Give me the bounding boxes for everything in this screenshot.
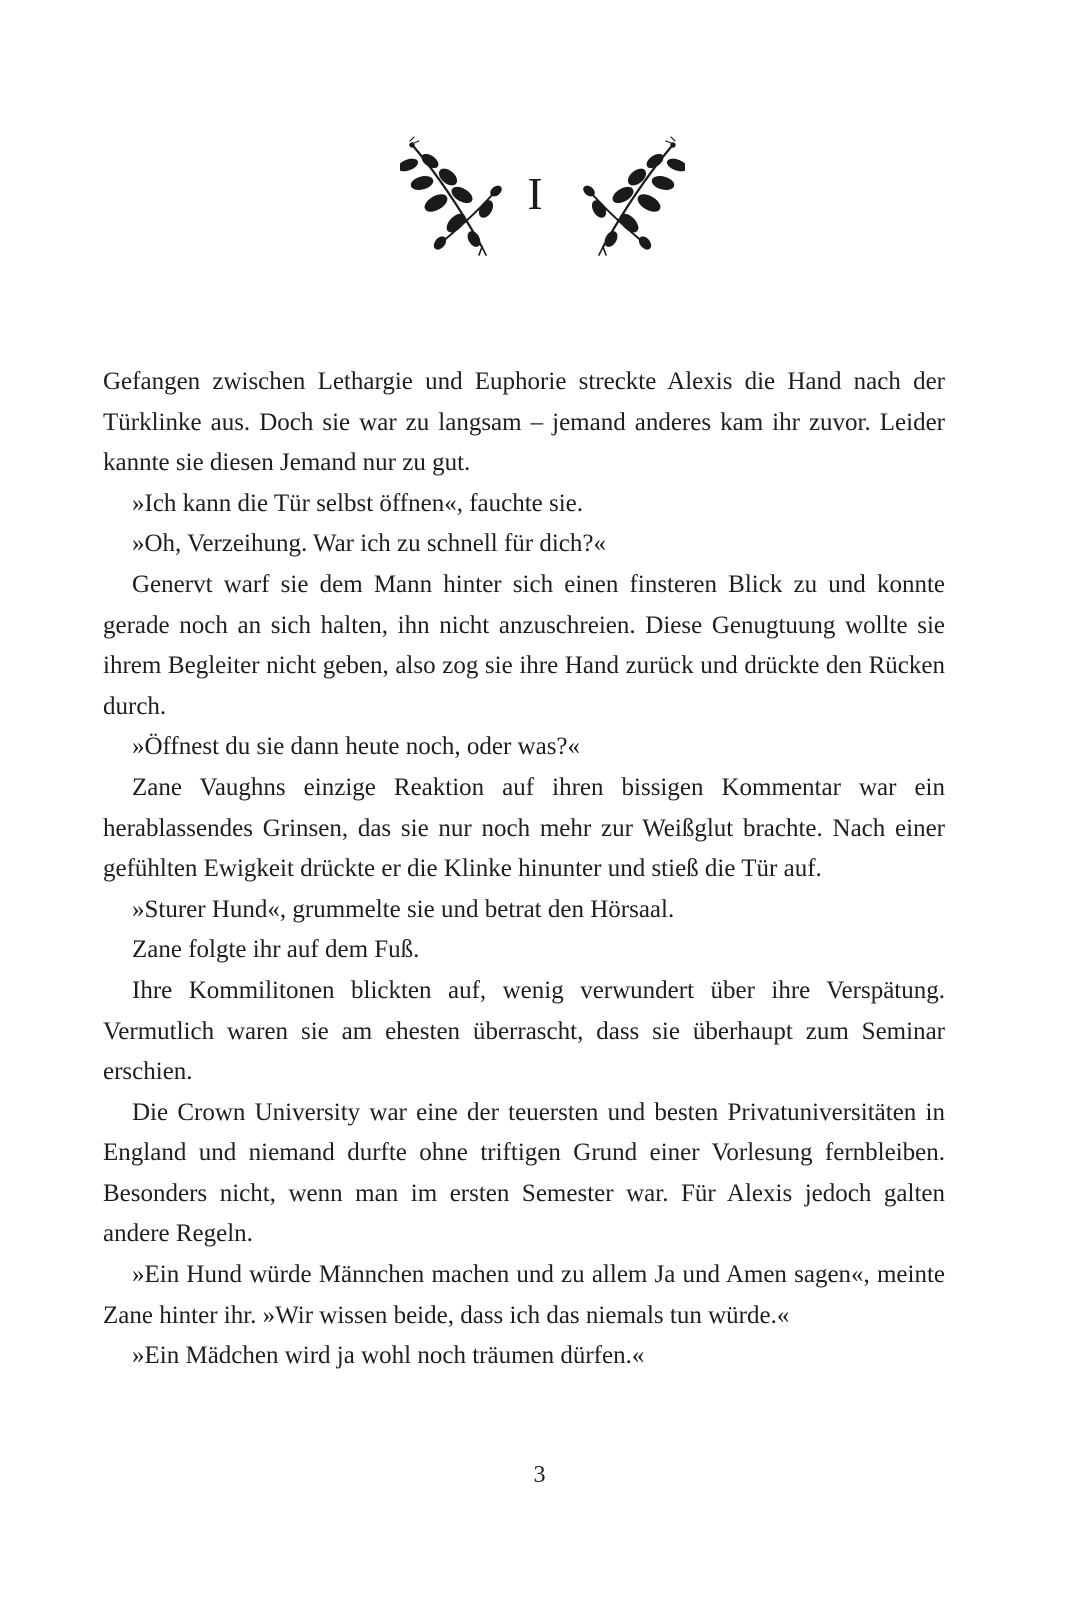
paragraph: »Öffnest du sie dann heute noch, oder was?« <box>132 733 581 761</box>
floral-sprig-icon <box>400 135 510 257</box>
paragraph: Zane folgte ihr auf dem Fuß. <box>132 936 420 964</box>
paragraph: »Oh, Verzeihung. War ich zu schnell für dich?« <box>132 530 606 558</box>
paragraph: Ihre Kommilitonen blickten auf, wenig verwundert über ihre Verspätung. Vermutlich waren sie am ehesten überrascht, dass sie überhaupt zum Seminar erschien. <box>103 976 945 1086</box>
paragraph: »Ein Mädchen wird ja wohl noch träumen dürfen.« <box>132 1342 645 1370</box>
chapter-body-text <box>103 362 945 1377</box>
paragraph: Gefangen zwischen Lethargie und Euphorie streckte Alexis die Hand nach der Türklinke aus. Doch sie war zu langsam – jemand anderes kam ihr zuvor. Leider kannte sie diesen Jemand nur zu gut. <box>103 368 945 477</box>
paragraph: Genervt warf sie dem Mann hinter sich einen finsteren Blick zu und konnte gerade noch an sich halten, ihn nicht anzuschreien. Diese Genugtuung wollte sie ihrem Begleiter nicht geben, also zog sie ihre Hand zurück und drückte den Rücken durch. <box>103 570 945 720</box>
floral-sprig-icon <box>575 135 685 257</box>
paragraph: Zane Vaughns einzige Reaktion auf ihren bissigen Kommentar war ein herablassendes Grinsen, das sie nur noch mehr zur Weißglut brachte. Nach einer gefühlten Ewigkeit drückte er die Klinke hinunter und stieß die Tür auf. <box>103 773 945 883</box>
paragraph: »Ich kann die Tür selbst öffnen«, fauchte sie. <box>132 489 584 517</box>
paragraph: »Sturer Hund«, grummelte sie und betrat den Hörsaal. <box>132 895 675 923</box>
chapter-header <box>0 135 1079 265</box>
paragraph: »Ein Hund würde Männchen machen und zu allem Ja und Amen sagen«, meinte Zane hinter ihr. »Wir wissen beide, dass ich das niemals tun würde.« <box>103 1261 945 1329</box>
page-number: 3 <box>533 1462 546 1488</box>
chapter-number: I <box>527 168 543 219</box>
paragraph: Die Crown University war eine der teuersten und besten Privatuniversitäten in England und niemand durfte ohne triftigen Grund einer Vorlesung fernbleiben. Besonders nicht, wenn man im ersten Semester war. Für Alexis jedoch galten andere Regeln. <box>103 1098 945 1248</box>
